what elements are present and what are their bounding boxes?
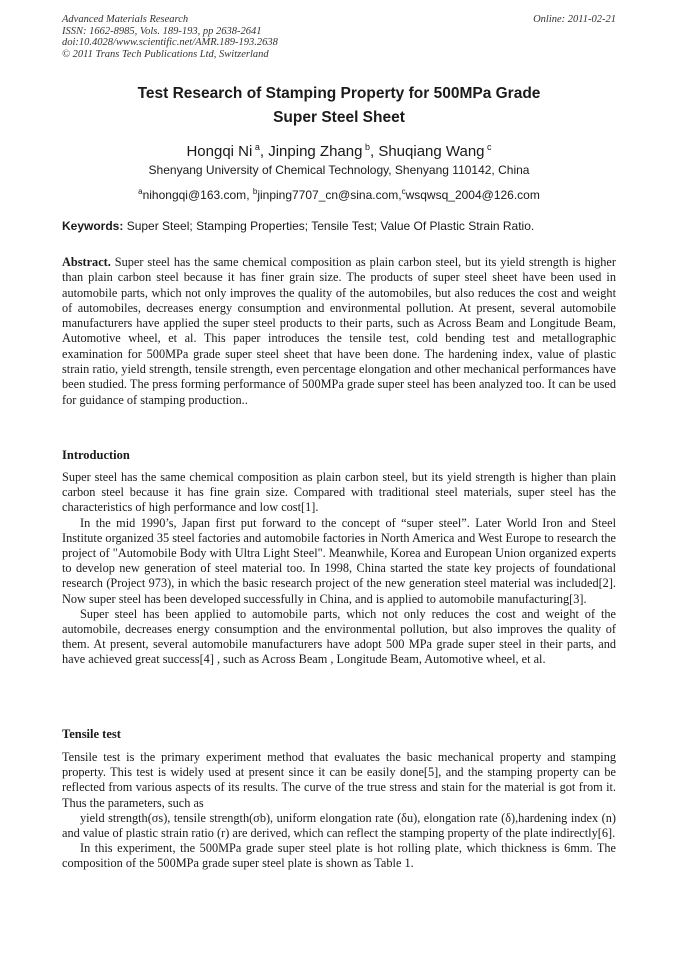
email-mark: a: [138, 187, 143, 196]
email-address: wsqwsq_2004@126.com: [405, 188, 540, 202]
email-address: nihongqi@163.com: [142, 188, 247, 202]
title-line-1: Test Research of Stamping Property for 500MPa Grade: [137, 85, 541, 102]
author-list: [62, 138, 616, 161]
doi-line: doi:10.4028/www.scientific.net/AMR.189-193.2638: [62, 37, 278, 48]
tensile-test-body: [62, 750, 616, 872]
keywords: [62, 219, 622, 234]
online-date: Online: 2011-02-21: [533, 14, 616, 25]
abstract-label: Abstract.: [62, 255, 111, 269]
tensile-test-heading: Tensile test: [62, 727, 121, 741]
author-name: Jinping Zhang: [268, 143, 363, 160]
copyright-line: © 2011 Trans Tech Publications Ltd, Switzerland: [62, 48, 269, 60]
abstract: [62, 255, 616, 408]
author-separator: ,: [369, 143, 379, 160]
journal-header: [62, 14, 616, 60]
paragraph: In this experiment, the 500MPa grade super steel plate is hot rolling plate, which thickness is 6mm. The composition of the 500MPa grade super steel plate is shown as Table 1.: [62, 841, 616, 871]
affiliation: Shenyang University of Chemical Technology, Shenyang 110142, China: [148, 163, 530, 177]
title-line-2: Super Steel Sheet: [273, 109, 405, 126]
email-list: [62, 184, 616, 203]
introduction-heading: Introduction: [62, 448, 130, 462]
abstract-text: Super steel has the same chemical composition as plain carbon steel, but its yield strength is higher than plain carbon steel because it has finer grain size. The products of super steel sheet have been used in automobile parts, which not only improves the quality of the automobiles, but also reduces the cost and weight of automobiles, decreases energy consumption and environmental pollution. At present, several automobile manufacturers have applied the super steel products to their parts, such as Across Beam and Longitude Beam, Automotive wheel, et al. This paper introduces the tensile test, cold bending test and metallographic examination for 500MPa grade super steel sheet that have been done. The hardening index, value of plastic strain ratio, yield strength, tensile strength, even percentage elongation and other mechanical performances have been studied. The press forming performance of 500MPa grade super steel has been analyzed too. It can be used for guidance of stamping production..: [62, 255, 616, 407]
author-mark: c: [487, 142, 492, 152]
introduction-body: [62, 470, 616, 668]
author-mark: b: [364, 142, 370, 152]
keywords-label: Keywords:: [62, 219, 124, 233]
keywords-text: Super Steel; Stamping Properties; Tensile Test; Value Of Plastic Strain Ratio.: [123, 219, 535, 233]
paragraph: yield strength(σs), tensile strength(σb), uniform elongation rate (δu), elongation rate (δ),hardening index (n) and value of plastic strain ratio (r) are derived, which can reflect the stamping property of the plate indirectly[6].: [62, 810, 616, 841]
paper-title: [62, 82, 616, 130]
email-mark: b: [252, 187, 258, 196]
email-mark: c: [401, 187, 406, 196]
author-mark: a: [254, 142, 260, 152]
paragraph: Tensile test is the primary experiment method that evaluates the basic mechanical property and stamping property. This test is widely used at present since it can be easily done[5], and the stamping property can be reflected from various aspects of its results. The curve of the true stress and stain for the material is got from it. Thus the parameters, such as: [62, 750, 616, 810]
author-name: Shuqiang Wang: [378, 143, 485, 160]
paragraph: In the mid 1990’s, Japan first put forward to the concept of “super steel”. Later World Iron and Steel Institute organized 35 steel factories and automobile factories in North America and West Europe to research the project of "Automobile Body with Ultra Light Steel". Meanwhile, Korea and European Union organized experts to develop new generation of steel material too. In 1998, China started the state key projects of foundational research (Project 973), in which the basic research project of the new generation steel material was included[2]. Now super steel has been developed successfully in China, and is applied to automobile manufacturing[3].: [62, 515, 616, 606]
paragraph: Super steel has the same chemical composition as plain carbon steel, but its yield strength is higher than plain carbon steel because it has fine grain size. Compared with traditional steel materials, super steel has the characteristics of high performance and low cost[1].: [62, 470, 616, 515]
issn-line: ISSN: 1662-8985, Vols. 189-193, pp 2638-2641: [62, 25, 262, 37]
email-separator: ,: [398, 188, 402, 202]
author-name: Hongqi Ni: [186, 143, 253, 160]
email-address: jinping7707_cn@sina.com: [257, 188, 399, 202]
journal-name: Advanced Materials Research: [62, 14, 189, 25]
author-separator: ,: [259, 143, 269, 160]
email-separator: ,: [246, 188, 253, 202]
paragraph: Super steel has been applied to automobile parts, which not only reduces the cost and weight of the automobile, decreases energy consumption and the environmental pollution, but also improves the quality of them. At present, several automobile manufacturers have adopt 500 MPa grade super steel in their parts, and have achieved great success[4] , such as Across Beam , Longitude Beam, Automotive wheel, et al.: [62, 606, 616, 667]
